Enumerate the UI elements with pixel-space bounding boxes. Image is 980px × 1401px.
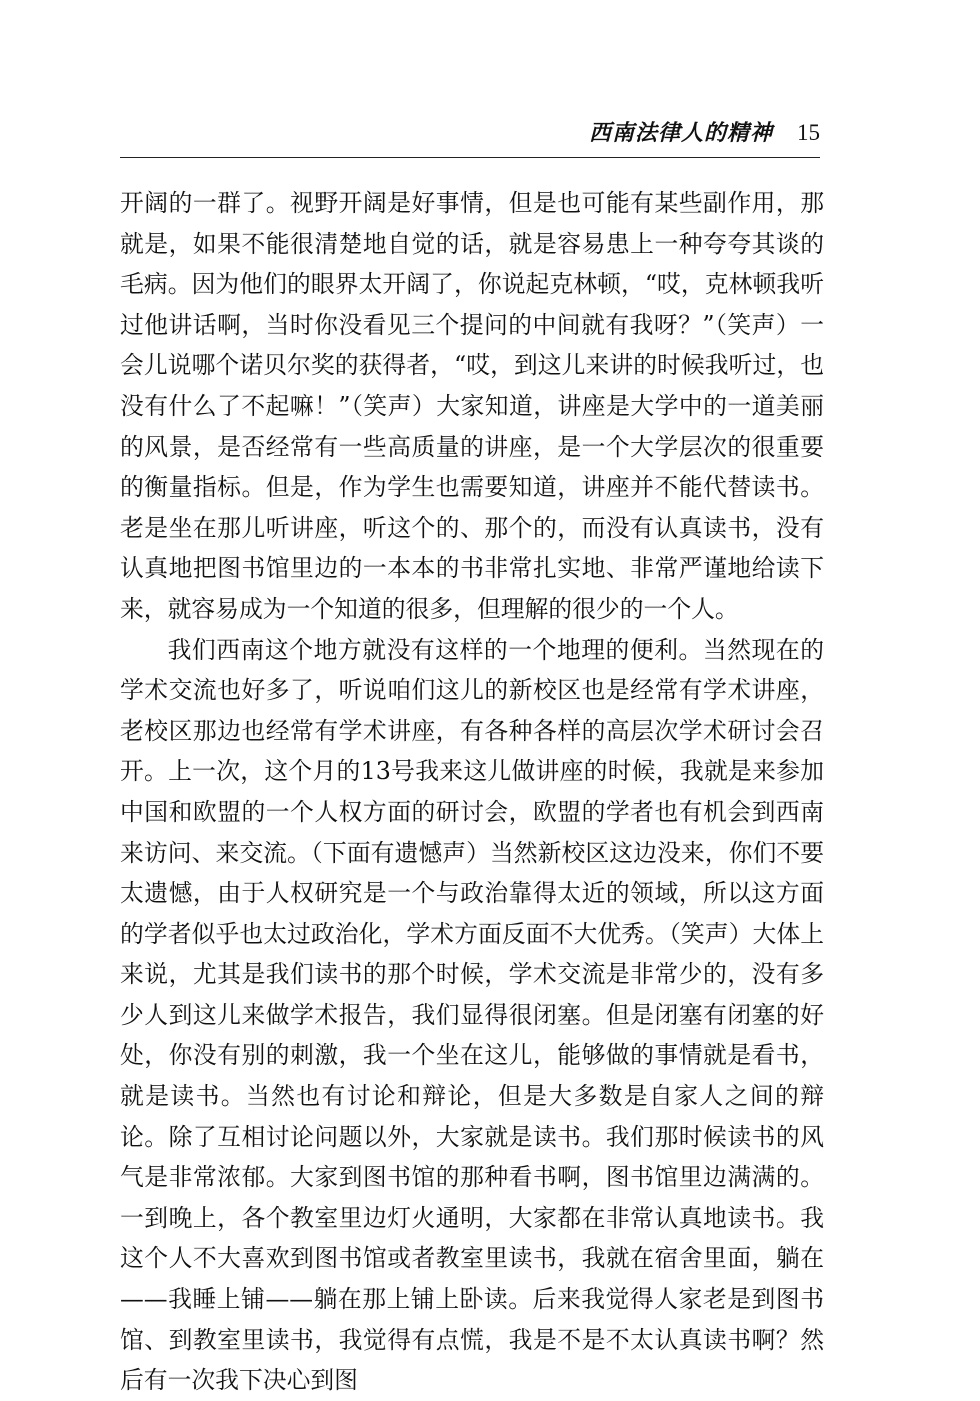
page-number: 15 [797, 120, 820, 145]
paragraph: 我们西南这个地方就没有这样的一个地理的便利。当然现在的学术交流也好多了，听说咱们这儿的新校区也是经常有学术讲座，老校区那边也经常有学术讲座，有各种各样的高层次学术研讨会召开。上一次，这个月的13号我来这儿做讲座的时候，我就是来参加中国和欧盟的一个人权方面的研讨会，欧盟的学者也有机会到西南来访问、来交流。（下面有遗憾声）当然新校区这边没来，你们不要太遗憾，由于人权研究是一个与政治靠得太近的领域，所以这方面的学者似乎也太过政治化，学术方面反面不大优秀。（笑声）大体上来说，尤其是我们读书的那个时候，学术交流是非常少的，没有多少人到这儿来做学术报告，我们显得很闭塞。但是闭塞有闭塞的好处，你没有别的刺激，我一个坐在这儿，能够做的事情就是看书，就是读书。当然也有讨论和辩论，但是大多数是自家人之间的辩论。除了互相讨论问题以外，大家就是读书。我们那时候读书的风气是非常浓郁。大家到图书馆的那种看书啊，图书馆里边满满的。一到晚上，各个教室里边灯火通明，大家都在非常认真地读书。我这个人不大喜欢到图书馆或者教室里读书，我就在宿舍里面，躺在——我睡上铺——躺在那上铺上卧读。后来我觉得人家老是到图书馆、到教室里读书，我觉得有点慌，我是不是不太认真读书啊？然后有一次我下决心到图 [120, 635, 824, 1395]
running-header [0, 118, 820, 149]
running-header-title: 西南法律人的精神 [588, 120, 773, 146]
body-text [120, 183, 824, 1401]
paragraph: 开阔的一群了。视野开阔是好事情，但是也可能有某些副作用，那就是，如果不能很清楚地自觉的话，就是容易患上一种夸夸其谈的毛病。因为他们的眼界太开阔了，你说起克林顿，“哎，克林顿我听过他讲话啊，当时你没看见三个提问的中间就有我呀？”（笑声）一会儿说哪个诺贝尔奖的获得者，“哎，到这儿来讲的时候我听过，也没有什么了不起嘛！”（笑声）大家知道，讲座是大学中的一道美丽的风景，是否经常有一些高质量的讲座，是一个大学层次的很重要的衡量指标。但是，作为学生也需要知道，讲座并不能代替读书。老是坐在那儿听讲座，听这个的、那个的，而没有认真读书，没有认真地把图书馆里边的一本本的书非常扎实地、非常严谨地给读下来，就容易成为一个知道的很多，但理解的很少的一个人。 [120, 189, 824, 623]
header-rule [120, 157, 820, 158]
